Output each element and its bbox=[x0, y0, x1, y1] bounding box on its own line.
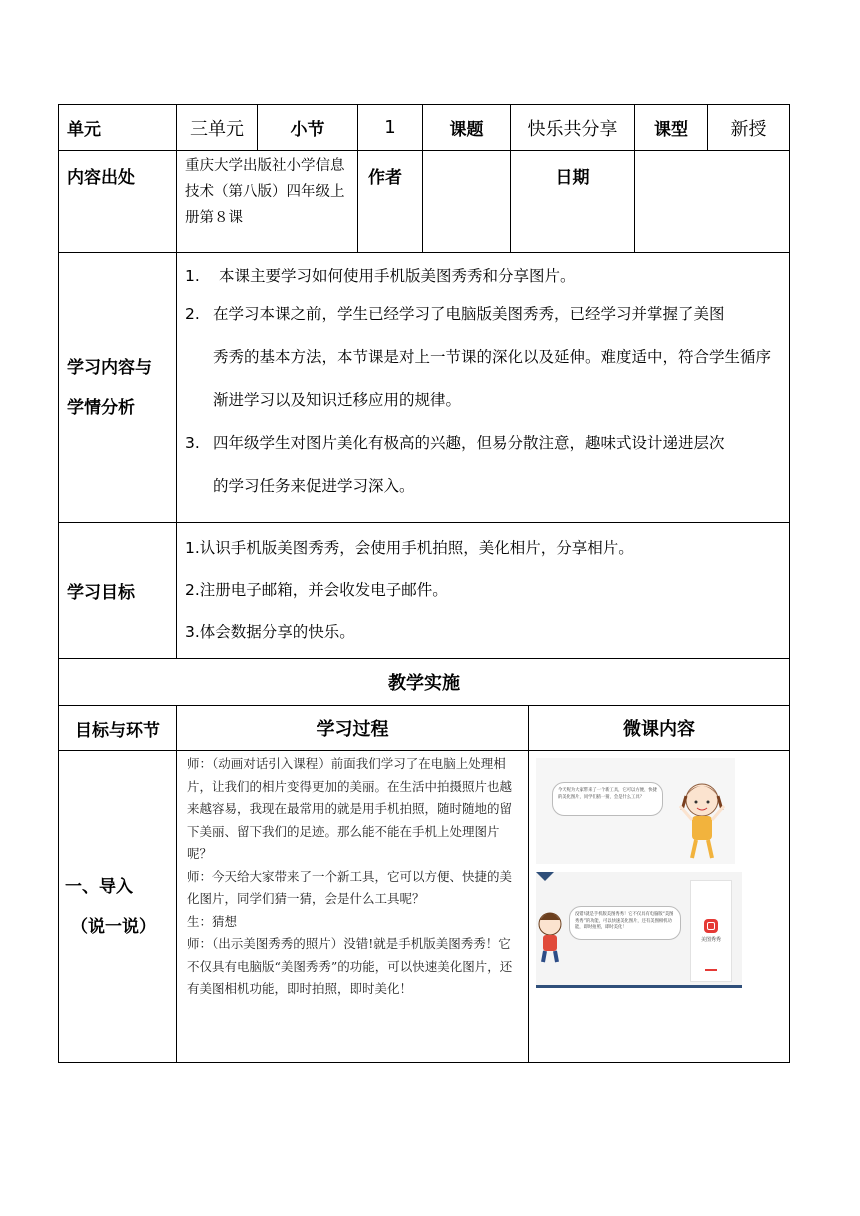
speech-bubble bbox=[569, 906, 681, 940]
microlesson-cell bbox=[529, 751, 790, 1063]
author-value bbox=[423, 151, 511, 253]
implementation-table bbox=[58, 658, 790, 1063]
analysis-content bbox=[177, 253, 790, 523]
phone-indicator bbox=[705, 969, 717, 971]
app-name-label: 美图秀秀 bbox=[700, 937, 721, 943]
girl-cartoon-icon bbox=[536, 758, 735, 864]
analysis-item-text-rest: 秀秀的基本方法，本节课是对上一节课的深化以及延伸。难度适中，符合学生循序渐进学习以及知识迁移应用的规律。 bbox=[213, 348, 772, 409]
slide1-caption: 今天呢为大家带来了一个新工具，它可以方便、快捷的美化图片，同学们猜一猜，会是什么工具？ bbox=[558, 788, 657, 800]
meitu-app-icon bbox=[704, 919, 718, 933]
analysis-item-text-rest: 的学习任务来促进学习深入。 bbox=[213, 477, 415, 495]
topic-value: 快乐共分享 bbox=[511, 105, 635, 151]
type-label: 课型 bbox=[635, 105, 708, 151]
lesson-info-table bbox=[58, 104, 790, 659]
stage-cell bbox=[59, 751, 177, 1063]
section-value: 1 bbox=[358, 105, 423, 151]
analysis-item-num: 1. bbox=[185, 267, 200, 285]
implementation-title: 教学实施 bbox=[59, 659, 790, 706]
analysis-item-num: 2. bbox=[185, 305, 200, 323]
col-header-process: 学习过程 bbox=[177, 706, 529, 751]
analysis-item-3 bbox=[177, 422, 789, 508]
goals-label: 学习目标 bbox=[59, 523, 177, 659]
source-label: 内容出处 bbox=[59, 151, 177, 253]
analysis-item-2 bbox=[177, 293, 789, 422]
analysis-label-line2: 学情分析 bbox=[67, 397, 135, 418]
section-label: 小节 bbox=[258, 105, 358, 151]
goal-item: 2.注册电子邮箱，并会收发电子邮件。 bbox=[185, 581, 448, 599]
col-header-microlesson: 微课内容 bbox=[529, 706, 790, 751]
analysis-item-text: 本课主要学习如何使用手机版美图秀秀和分享图片。 bbox=[219, 267, 576, 285]
goals-content bbox=[177, 523, 790, 659]
author-label: 作者 bbox=[358, 151, 423, 253]
topic-label: 课题 bbox=[423, 105, 511, 151]
col-header-stage: 目标与环节 bbox=[59, 706, 177, 751]
stage-subtitle: （说一说） bbox=[71, 916, 156, 937]
phone-mockup bbox=[690, 880, 732, 982]
analysis-item-text-line1: 在学习本课之前，学生已经学习了电脑版美图秀秀，已经学习并掌握了美图 bbox=[213, 305, 725, 323]
date-value bbox=[635, 151, 790, 253]
slide-thumbnail-2 bbox=[536, 872, 742, 988]
analysis-item-1 bbox=[177, 261, 789, 291]
stage-title: 一、导入 bbox=[65, 876, 133, 897]
analysis-label-line1: 学习内容与 bbox=[67, 357, 152, 378]
goal-item: 3.体会数据分享的快乐。 bbox=[185, 623, 355, 641]
source-value: 重庆大学出版社小学信息技术（第八版）四年级上册第８课 bbox=[177, 151, 358, 253]
unit-value: 三单元 bbox=[177, 105, 258, 151]
analysis-item-num: 3. bbox=[185, 434, 200, 452]
slide2-caption: 没错!就是手机版美图秀秀！它不仅具有电脑版“美图秀秀”的功能，可以快速美化图片，还有美图相机功能，即时拍照，即时美化！ bbox=[575, 912, 674, 930]
date-label: 日期 bbox=[511, 151, 635, 253]
goal-item: 1.认识手机版美图秀秀，会使用手机拍照，美化相片，分享相片。 bbox=[185, 539, 634, 557]
analysis-item-text-line1: 四年级学生对图片美化有极高的兴趣，但易分散注意，趣味式设计递进层次 bbox=[213, 434, 725, 452]
analysis-label bbox=[59, 253, 177, 523]
slide-thumbnail-1 bbox=[536, 758, 735, 864]
type-value: 新授 bbox=[708, 105, 790, 151]
process-text: 师：（动画对话引入课程）前面我们学习了在电脑上处理相片，让我们的相片变得更加的美丽。在生活中拍摄照片也越来越容易，我现在最常用的就是用手机拍照，随时随地的留下美丽、留下我们的足迹。那么能不能在手机上处理图片呢？ 师：今天给大家带来了一个新工具，它可以方便、快捷的美化图片，同学们猜一猜，会是什么工具呢？ 生：猜想 师：（出示美图秀秀的照片）没错!就是手机版美图秀秀！它不仅具有电脑版“美图秀秀”的功能，可以快速美化图片，还有美图相机功能，即时拍照，即时美化！ bbox=[177, 751, 529, 1063]
unit-label: 单元 bbox=[59, 105, 177, 151]
